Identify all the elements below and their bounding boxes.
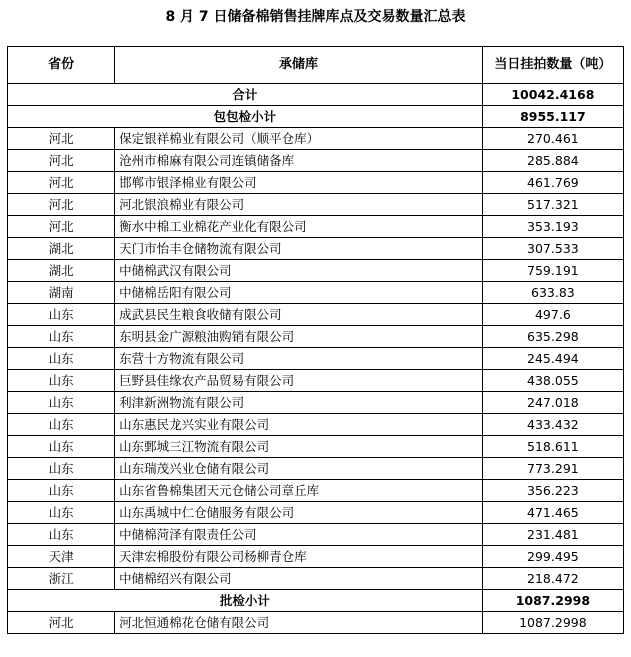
depot-cell: 巨野县佳缘农产品贸易有限公司 [115,370,483,392]
province-cell: 河北 [8,612,115,634]
table-row [8,150,624,172]
total-label: 合计 [8,84,483,106]
table-row [8,480,624,502]
province-cell: 湖北 [8,238,115,260]
table-row [8,370,624,392]
quantity-cell: 247.018 [482,392,623,414]
table-row [8,568,624,590]
table-row [8,524,624,546]
table-row [8,612,624,634]
depot-cell: 山东禹城中仁仓储服务有限公司 [115,502,483,524]
quantity-cell: 773.291 [482,458,623,480]
depot-cell: 山东惠民龙兴实业有限公司 [115,414,483,436]
province-cell: 山东 [8,370,115,392]
depot-cell: 中储棉岳阳有限公司 [115,282,483,304]
depot-cell: 利津新洲物流有限公司 [115,392,483,414]
table-row [8,436,624,458]
depot-cell: 沧州市棉麻有限公司连镇储备库 [115,150,483,172]
province-cell: 河北 [8,172,115,194]
table-row [8,546,624,568]
province-cell: 山东 [8,436,115,458]
depot-cell: 成武县民生粮食收储有限公司 [115,304,483,326]
province-cell: 天津 [8,546,115,568]
table-row [8,414,624,436]
table-row [8,304,624,326]
summary-table [7,46,624,634]
table-row [8,128,624,150]
depot-cell: 河北恒通棉花仓储有限公司 [115,612,483,634]
quantity-cell: 471.465 [482,502,623,524]
quantity-cell: 497.6 [482,304,623,326]
table-row [8,282,624,304]
quantity-cell: 270.461 [482,128,623,150]
province-cell: 山东 [8,480,115,502]
depot-cell: 山东瑞茂兴业仓储有限公司 [115,458,483,480]
quantity-cell: 285.884 [482,150,623,172]
quantity-cell: 231.481 [482,524,623,546]
province-cell: 山东 [8,304,115,326]
province-cell: 湖南 [8,282,115,304]
quantity-cell: 518.611 [482,436,623,458]
quantity-cell: 307.533 [482,238,623,260]
table-body [8,84,624,634]
quantity-cell: 633.83 [482,282,623,304]
table-row [8,194,624,216]
depot-cell: 衡水中棉工业棉花产业化有限公司 [115,216,483,238]
depot-cell: 天门市怡丰仓储物流有限公司 [115,238,483,260]
depot-cell: 河北银浪棉业有限公司 [115,194,483,216]
depot-cell: 天津宏棉股份有限公司杨柳青仓库 [115,546,483,568]
subtotal-label-baobao: 包包检小计 [8,106,483,128]
quantity-cell: 438.055 [482,370,623,392]
province-cell: 山东 [8,458,115,480]
depot-cell: 山东鄄城三江物流有限公司 [115,436,483,458]
province-cell: 河北 [8,216,115,238]
province-cell: 浙江 [8,568,115,590]
table-row [8,348,624,370]
province-cell: 山东 [8,524,115,546]
header-depot: 承储库 [115,47,483,84]
table-row [8,502,624,524]
subtotal-row-pijian [8,590,624,612]
quantity-cell: 299.495 [482,546,623,568]
province-cell: 山东 [8,348,115,370]
page-title: 8 月 7 日储备棉销售挂牌库点及交易数量汇总表 [165,9,466,25]
table-row [8,172,624,194]
subtotal-row-baobao [8,106,624,128]
depot-cell: 中储棉绍兴有限公司 [115,568,483,590]
table-row [8,458,624,480]
depot-cell: 中储棉武汉有限公司 [115,260,483,282]
quantity-cell: 461.769 [482,172,623,194]
subtotal-label-pijian: 批检小计 [8,590,483,612]
quantity-cell: 759.191 [482,260,623,282]
depot-cell: 中储棉菏泽有限责任公司 [115,524,483,546]
depot-cell: 东营十方物流有限公司 [115,348,483,370]
header-quantity: 当日挂拍数量（吨） [482,47,623,84]
quantity-cell: 218.472 [482,568,623,590]
quantity-cell: 1087.2998 [482,612,623,634]
depot-cell: 邯郸市银泽棉业有限公司 [115,172,483,194]
quantity-cell: 356.223 [482,480,623,502]
table-header-row [8,47,624,84]
subtotal-quantity-baobao: 8955.117 [482,106,623,128]
province-cell: 山东 [8,502,115,524]
table-row [8,392,624,414]
depot-cell: 山东省鲁棉集团天元仓储公司章丘库 [115,480,483,502]
province-cell: 山东 [8,392,115,414]
total-row [8,84,624,106]
subtotal-quantity-pijian: 1087.2998 [482,590,623,612]
province-cell: 河北 [8,128,115,150]
header-province: 省份 [8,47,115,84]
depot-cell: 保定银祥棉业有限公司（顺平仓库） [115,128,483,150]
province-cell: 河北 [8,150,115,172]
province-cell: 湖北 [8,260,115,282]
total-quantity: 10042.4168 [482,84,623,106]
quantity-cell: 433.432 [482,414,623,436]
province-cell: 山东 [8,326,115,348]
quantity-cell: 245.494 [482,348,623,370]
table-row [8,238,624,260]
depot-cell: 东明县金广源粮油购销有限公司 [115,326,483,348]
table-row [8,260,624,282]
quantity-cell: 635.298 [482,326,623,348]
quantity-cell: 517.321 [482,194,623,216]
province-cell: 河北 [8,194,115,216]
province-cell: 山东 [8,414,115,436]
table-row [8,216,624,238]
quantity-cell: 353.193 [482,216,623,238]
table-row [8,326,624,348]
